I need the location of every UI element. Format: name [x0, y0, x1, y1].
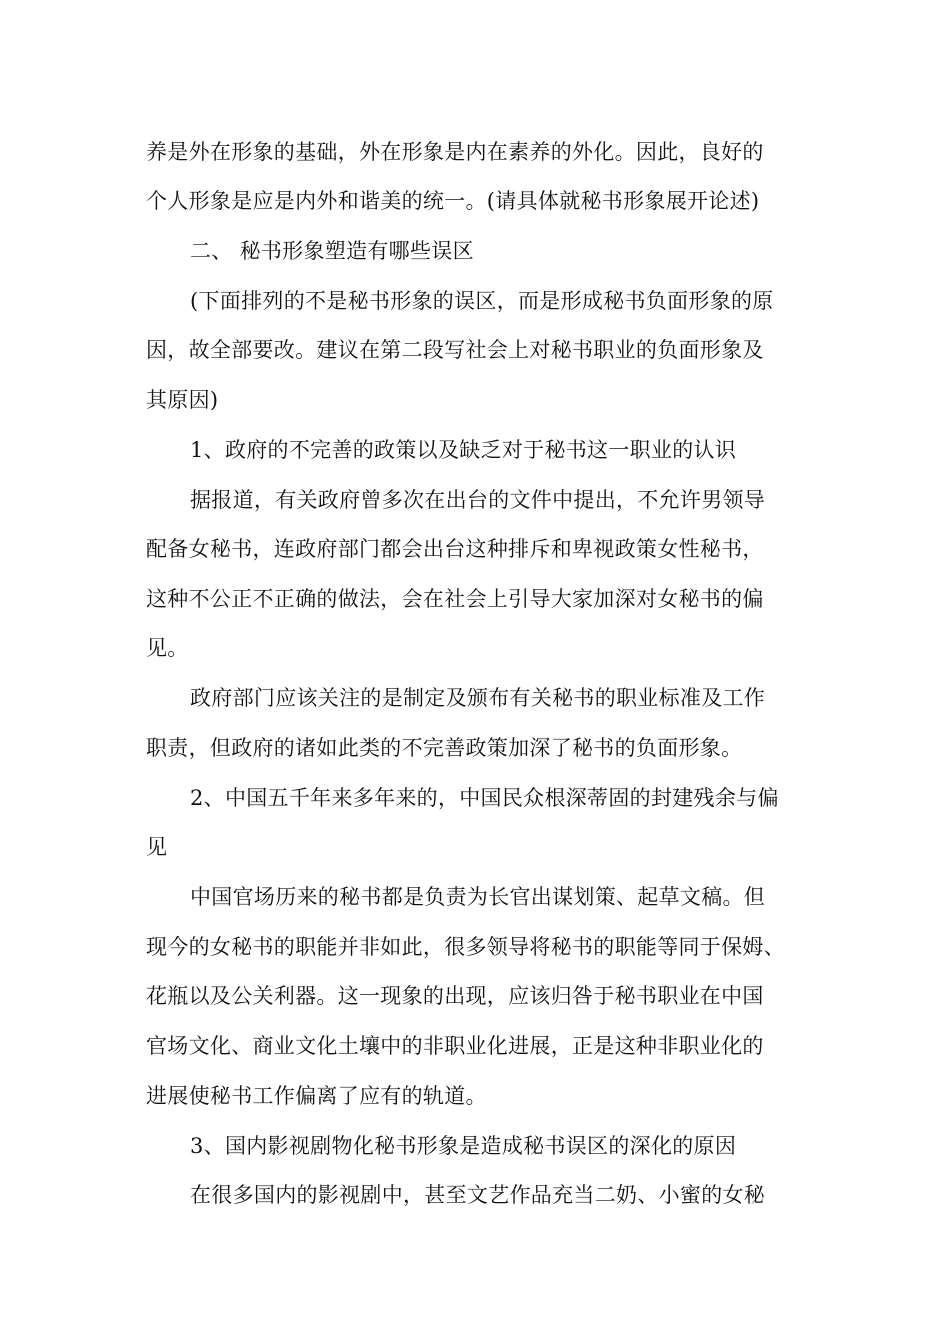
editor-note-line-1: (下面排列的不是秘书形象的误区，而是形成秘书负面形象的原 [190, 289, 774, 313]
paragraph-1-line-4: 见。 [146, 636, 189, 660]
editor-note-line-2: 因，故全部要改。建议在第二段写社会上对秘书职业的负面形象及 [146, 338, 764, 362]
paragraph-3-line-1: 中国官场历来的秘书都是负责为长官出谋划策、起草文稿。但 [190, 885, 766, 909]
subheading-1: 1、政府的不完善的政策以及缺乏对于秘书这一职业的认识 [190, 438, 737, 462]
subheading-2-line-2: 见 [146, 835, 168, 859]
paragraph-3-line-2: 现今的女秘书的职能并非如此，很多领导将秘书的职能等同于保姆、 [146, 935, 785, 959]
text-line-1: 养是外在形象的基础，外在形象是内在素养的外化。因此，良好的 [146, 140, 764, 164]
paragraph-2-line-2: 职责，但政府的诸如此类的不完善政策加深了秘书的负面形象。 [146, 736, 743, 760]
paragraph-3-line-4: 官场文化、商业文化土壤中的非职业化进展，正是这种非职业化的 [146, 1034, 764, 1058]
subheading-3: 3、国内影视剧物化秘书形象是造成秘书误区的深化的原因 [190, 1134, 737, 1158]
editor-note-line-3: 其原因) [146, 388, 219, 412]
paragraph-1-line-3: 这种不公正不正确的做法，会在社会上引导大家加深对女秘书的偏 [146, 587, 764, 611]
paragraph-3-line-5: 进展使秘书工作偏离了应有的轨道。 [146, 1084, 487, 1108]
paragraph-4-line-1: 在很多国内的影视剧中，甚至文艺作品充当二奶、小蜜的女秘 [190, 1183, 766, 1207]
paragraph-1-line-1: 据报道，有关政府曾多次在出台的文件中提出，不允许男领导 [190, 488, 766, 512]
paragraph-2-line-1: 政府部门应该关注的是制定及颁布有关秘书的职业标准及工作 [190, 686, 766, 710]
section-heading-2: 二、 秘书形象塑造有哪些误区 [190, 239, 474, 263]
paragraph-3-line-3: 花瓶以及公关利器。这一现象的出现，应该归咎于秘书职业在中国 [146, 984, 764, 1008]
paragraph-1-line-2: 配备女秘书，连政府部门都会出台这种排斥和卑视政策女性秘书， [146, 537, 764, 561]
subheading-2-line-1: 2、中国五千年来多年来的，中国民众根深蒂固的封建残余与偏 [190, 786, 779, 810]
text-line-2: 个人形象是应是内外和谐美的统一。(请具体就秘书形象展开论述) [146, 189, 760, 213]
